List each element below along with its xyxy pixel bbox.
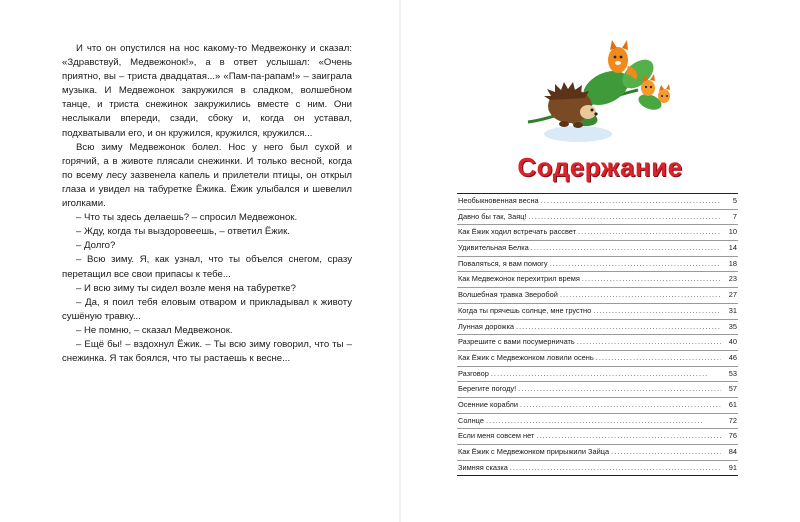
toc-entry-title: Если меня совсем нет [458,431,535,441]
toc-entry [457,304,738,320]
toc-entry [457,225,738,241]
toc-entry [457,461,738,476]
toc-entry-title: Разговор [458,368,489,378]
toc-entry-title: Берегите погоду! [458,384,517,394]
toc-leader-dots [596,351,721,366]
toc-entry-title: Лунная дорожка [458,321,514,331]
toc-entry-title: Давно бы так, Заяц! [458,211,527,221]
toc-entry [457,272,738,288]
toc-entry [457,335,738,351]
toc-leader-dots [611,445,721,460]
toc-entry-title: Необыкновенная весна [458,196,539,205]
toc-entry-title: Как Ёжик с Медвежонком ловили осень [458,352,594,362]
toc-entry-title: Волшебная травка Зверобой [458,290,558,300]
toc-entry-page: 53 [728,368,737,378]
toc-entry-page: 40 [728,337,737,347]
story-paragraph: – Всю зиму. Я, как узнал, что ты объелся снегом, сразу перетащил все свои припасы к тебе... [62,254,352,280]
toc-entry-page: 91 [728,462,737,472]
toc-leader-dots [593,304,721,319]
toc-entry-page: 46 [728,352,737,362]
toc-entry-title: Когда ты прячешь солнце, мне грустно [458,305,592,315]
toc-leader-dots [578,225,721,240]
toc-entry-title: Как Ёжик ходил встречать рассвет [458,227,577,237]
toc-entry [457,210,738,226]
toc-leader-dots [541,194,721,209]
story-paragraph: – Ещё бы! – вздохнул Ёжик. – Ты всю зиму говорил, что ты – снежинка. Я так боялся, что ты растаешь к весне... [62,338,352,365]
toc-entry [457,414,738,430]
toc-leader-dots [516,320,721,335]
toc-entry-page: 72 [728,415,737,425]
toc-entry-page: 27 [728,290,737,300]
story-paragraph: – Что ты здесь делаешь? – спросил Медвежонок. [76,212,298,224]
toc-entry-title: Удивительная Белка [458,243,529,253]
toc-leader-dots [577,335,721,350]
toc-leader-dots [536,429,721,444]
toc-leader-dots [560,288,721,303]
toc-leader-dots [529,210,721,225]
toc-entry [457,320,738,336]
toc-leader-dots [531,241,721,256]
toc-entry [457,257,738,273]
table-of-contents [457,193,738,476]
toc-leader-dots [518,382,721,397]
contents-title: Содержание [517,152,683,182]
toc-entry [457,429,738,445]
toc-entry-title: Зимняя сказка [458,462,508,472]
story-paragraph: – Жду, когда ты выздоровеешь, – ответил Ёжик. [76,226,290,238]
toc-entry-page: 5 [732,196,737,205]
toc-entry-page: 31 [728,305,737,315]
toc-leader-dots [491,367,721,382]
toc-entry-page: 35 [728,321,737,331]
story-paragraph: – И всю зиму ты сидел возле меня на табуретке? [76,282,296,294]
toc-entry [457,241,738,257]
toc-entry [457,288,738,304]
toc-entry-page: 61 [728,399,737,409]
story-paragraph: И что он опустился на нос какому-то Медвежонку и сказал: «Здравствуй, Медвежонок!», а в ответ услышал: «Очень приятно, вы – триста двадцатая...» «Пам-па-рапам!» – заиграла музыка. И Медвежонок закружился в сладком, волшебном танце, и триста снежинок закружились вместе с ним. Они неслыкали впереди, сзади, сбоку и, когда он уставал, подхватывали его, и он кружился, кружился, кружился... [62,43,352,139]
toc-entry [457,367,738,383]
hedgehog-and-foxes-on-leaf-icon [518,30,678,150]
toc-entry-page: 76 [728,431,737,441]
toc-entry-page: 23 [728,274,737,284]
story-text [62,42,352,366]
toc-entry-title: Как Ёжик с Медвежонком прирыжили Зайца [458,447,610,456]
story-paragraph: – Да, я поил тебя еловым отваром и прикладывал к животу сушёную травку... [62,296,352,322]
toc-leader-dots [486,414,721,429]
toc-entry [457,445,738,461]
toc-entry-title: Солнце [458,415,484,425]
toc-entry-page: 84 [728,447,737,456]
toc-entry-title: Разрешите с вами посумерничать [458,337,575,347]
toc-entry [457,382,738,398]
toc-entry-page: 10 [728,227,737,237]
toc-entry [457,194,738,210]
toc-entry [457,398,738,414]
toc-leader-dots [582,272,721,287]
toc-leader-dots [510,461,721,476]
toc-entry-title: Как Медвежонок перехитрил время [458,274,580,284]
toc-entry-title: Осенние корабли [458,399,518,409]
story-paragraph: – Долго? [76,240,116,252]
story-paragraph: Всю зиму Медвежонок болел. Нос у него был сухой и горячий, а в животе плясали снежинки. И только весной, когда по всему лесу зазвенела капель и прилетели птицы, он открыл глаза и увидел на табуретке Ёжика. Ёжик улыбался и шевелил иголками. [62,141,352,210]
toc-leader-dots [520,398,721,413]
toc-leader-dots [550,257,721,272]
toc-entry [457,351,738,367]
toc-entry-page: 7 [732,211,737,221]
toc-entry-page: 57 [728,384,737,394]
toc-entry-title: Поваляться, я вам помогу [458,258,548,268]
toc-entry-page: 18 [728,258,737,268]
story-paragraph: – Не помню, – сказал Медвежонок. [76,324,233,336]
toc-entry-page: 14 [728,243,737,253]
